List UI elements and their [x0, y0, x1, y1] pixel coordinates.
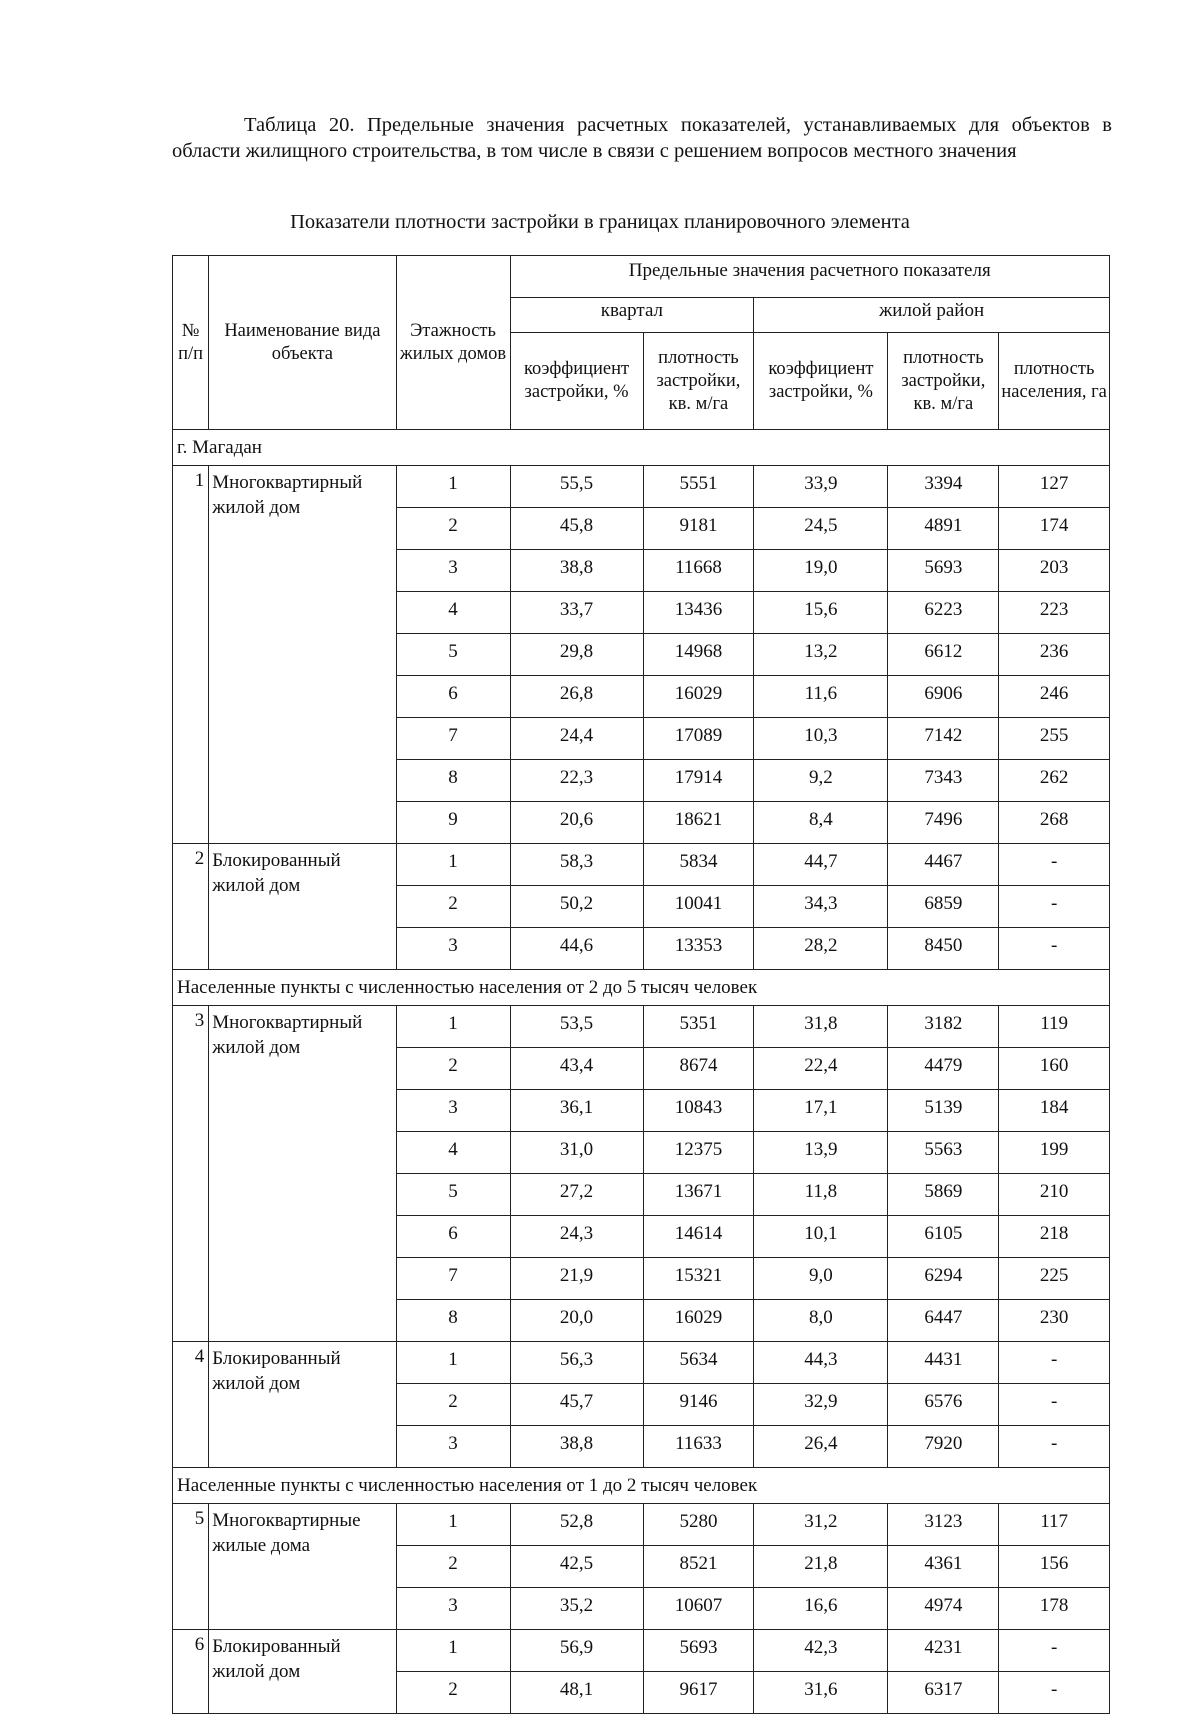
population-density-cell: 174 [999, 508, 1110, 550]
district-coef-cell: 31,2 [754, 1504, 888, 1546]
table-row [173, 1342, 1110, 1384]
population-density-cell: 210 [999, 1174, 1110, 1216]
district-coef-cell: 24,5 [754, 508, 888, 550]
population-density-cell: - [999, 844, 1110, 886]
floors-cell: 1 [396, 844, 510, 886]
block-coef-cell: 27,2 [510, 1174, 643, 1216]
population-density-cell: 160 [999, 1048, 1110, 1090]
block-coef-cell: 26,8 [510, 676, 643, 718]
density-table [172, 255, 1110, 1714]
block-coef-cell: 20,0 [510, 1300, 643, 1342]
object-name-line: Блокированный [212, 850, 341, 871]
header-district-coef: коэффициент застройки, % [754, 333, 888, 430]
floors-cell: 6 [396, 1216, 510, 1258]
block-density-cell: 8521 [643, 1546, 754, 1588]
district-density-cell: 6317 [888, 1672, 999, 1714]
section-row [173, 970, 1110, 1006]
district-coef-cell: 17,1 [754, 1090, 888, 1132]
block-coef-cell: 55,5 [510, 466, 643, 508]
header-floors: Этажность жилых домов [396, 256, 510, 430]
block-coef-cell: 36,1 [510, 1090, 643, 1132]
row-number: 4 [173, 1342, 209, 1468]
object-name-line: жилой дом [212, 1373, 301, 1394]
district-coef-cell: 15,6 [754, 592, 888, 634]
floors-cell: 1 [396, 1504, 510, 1546]
population-density-cell: - [999, 1426, 1110, 1468]
object-name-line: Блокированный [212, 1636, 341, 1657]
block-density-cell: 16029 [643, 1300, 754, 1342]
object-name [209, 844, 396, 970]
floors-cell: 5 [396, 634, 510, 676]
table-body [173, 430, 1110, 1714]
floors-cell: 2 [396, 1048, 510, 1090]
floors-cell: 5 [396, 1174, 510, 1216]
floors-cell: 7 [396, 1258, 510, 1300]
block-coef-cell: 38,8 [510, 1426, 643, 1468]
floors-cell: 6 [396, 676, 510, 718]
district-coef-cell: 19,0 [754, 550, 888, 592]
block-coef-cell: 43,4 [510, 1048, 643, 1090]
block-coef-cell: 56,3 [510, 1342, 643, 1384]
block-density-cell: 17089 [643, 718, 754, 760]
block-density-cell: 5693 [643, 1630, 754, 1672]
block-coef-cell: 44,6 [510, 928, 643, 970]
district-coef-cell: 31,8 [754, 1006, 888, 1048]
section-title: Населенные пункты с численностью населения от 1 до 2 тысяч человек [173, 1468, 1110, 1504]
block-coef-cell: 35,2 [510, 1588, 643, 1630]
district-coef-cell: 33,9 [754, 466, 888, 508]
block-coef-cell: 31,0 [510, 1132, 643, 1174]
district-density-cell: 6447 [888, 1300, 999, 1342]
block-density-cell: 11668 [643, 550, 754, 592]
population-density-cell: 178 [999, 1588, 1110, 1630]
district-density-cell: 8450 [888, 928, 999, 970]
header-limit-values: Предельные значения расчетного показателя [510, 256, 1110, 298]
floors-cell: 9 [396, 802, 510, 844]
district-density-cell: 7496 [888, 802, 999, 844]
floors-cell: 8 [396, 1300, 510, 1342]
district-density-cell: 4479 [888, 1048, 999, 1090]
district-coef-cell: 9,2 [754, 760, 888, 802]
table-row [173, 466, 1110, 508]
table-caption: Таблица 20. Предельные значения расчетных показателей, устанавливаемых для объектов в области жилищного строительства, в том числе в связи с решением вопросов местного значения [172, 114, 1112, 162]
floors-cell: 3 [396, 550, 510, 592]
district-coef-cell: 10,3 [754, 718, 888, 760]
row-number: 5 [173, 1504, 209, 1630]
section-title: Населенные пункты с численностью населения от 2 до 5 тысяч человек [173, 970, 1110, 1006]
floors-cell: 1 [396, 466, 510, 508]
district-density-cell: 4974 [888, 1588, 999, 1630]
population-density-cell: 223 [999, 592, 1110, 634]
district-density-cell: 6223 [888, 592, 999, 634]
district-density-cell: 7343 [888, 760, 999, 802]
block-coef-cell: 52,8 [510, 1504, 643, 1546]
population-density-cell: - [999, 928, 1110, 970]
population-density-cell: 199 [999, 1132, 1110, 1174]
district-density-cell: 6906 [888, 676, 999, 718]
object-name [209, 1630, 396, 1714]
block-coef-cell: 45,7 [510, 1384, 643, 1426]
block-coef-cell: 24,3 [510, 1216, 643, 1258]
population-density-cell: - [999, 1342, 1110, 1384]
object-name-line: жилые дома [212, 1535, 311, 1556]
block-coef-cell: 45,8 [510, 508, 643, 550]
district-coef-cell: 13,9 [754, 1132, 888, 1174]
floors-cell: 3 [396, 1588, 510, 1630]
section-title: г. Магадан [173, 430, 1110, 466]
object-name-line: Блокированный [212, 1348, 341, 1369]
district-density-cell: 6859 [888, 886, 999, 928]
population-density-cell: 119 [999, 1006, 1110, 1048]
floors-cell: 1 [396, 1630, 510, 1672]
district-coef-cell: 44,7 [754, 844, 888, 886]
district-density-cell: 6294 [888, 1258, 999, 1300]
district-density-cell: 4361 [888, 1546, 999, 1588]
population-density-cell: 203 [999, 550, 1110, 592]
section-row [173, 430, 1110, 466]
floors-cell: 8 [396, 760, 510, 802]
row-number: 6 [173, 1630, 209, 1714]
header-district-density: плотность застройки, кв. м/га [888, 333, 999, 430]
floors-cell: 2 [396, 1672, 510, 1714]
population-density-cell: 218 [999, 1216, 1110, 1258]
district-coef-cell: 34,3 [754, 886, 888, 928]
block-density-cell: 10041 [643, 886, 754, 928]
floors-cell: 1 [396, 1006, 510, 1048]
floors-cell: 3 [396, 928, 510, 970]
district-density-cell: 4467 [888, 844, 999, 886]
header-block: квартал [510, 298, 754, 333]
floors-cell: 3 [396, 1426, 510, 1468]
table-subtitle: Показатели плотности застройки в границах планировочного элемента [290, 211, 910, 233]
block-density-cell: 9181 [643, 508, 754, 550]
population-density-cell: 246 [999, 676, 1110, 718]
population-density-cell: - [999, 1384, 1110, 1426]
block-coef-cell: 22,3 [510, 760, 643, 802]
district-coef-cell: 21,8 [754, 1546, 888, 1588]
district-coef-cell: 28,2 [754, 928, 888, 970]
district-coef-cell: 31,6 [754, 1672, 888, 1714]
population-density-cell: 268 [999, 802, 1110, 844]
district-density-cell: 5563 [888, 1132, 999, 1174]
object-name [209, 1504, 396, 1630]
block-density-cell: 12375 [643, 1132, 754, 1174]
district-density-cell: 7142 [888, 718, 999, 760]
block-coef-cell: 38,8 [510, 550, 643, 592]
header-district-population: плотность населения, га [999, 333, 1110, 430]
object-name-line: Многоквартирный [212, 1012, 363, 1033]
district-coef-cell: 22,4 [754, 1048, 888, 1090]
block-coef-cell: 21,9 [510, 1258, 643, 1300]
district-coef-cell: 8,4 [754, 802, 888, 844]
object-name-line: жилой дом [212, 497, 301, 518]
block-coef-cell: 58,3 [510, 844, 643, 886]
floors-cell: 7 [396, 718, 510, 760]
floors-cell: 1 [396, 1342, 510, 1384]
header-district: жилой район [754, 298, 1110, 333]
block-density-cell: 10843 [643, 1090, 754, 1132]
block-coef-cell: 50,2 [510, 886, 643, 928]
block-density-cell: 5634 [643, 1342, 754, 1384]
district-coef-cell: 11,6 [754, 676, 888, 718]
row-number: 1 [173, 466, 209, 844]
floors-cell: 4 [396, 1132, 510, 1174]
block-density-cell: 10607 [643, 1588, 754, 1630]
block-coef-cell: 56,9 [510, 1630, 643, 1672]
object-name-line: жилой дом [212, 1037, 301, 1058]
row-number: 2 [173, 844, 209, 970]
district-density-cell: 4231 [888, 1630, 999, 1672]
floors-cell: 4 [396, 592, 510, 634]
row-number: 3 [173, 1006, 209, 1342]
district-coef-cell: 11,8 [754, 1174, 888, 1216]
object-name-line: Многоквартирный [212, 472, 363, 493]
district-coef-cell: 26,4 [754, 1426, 888, 1468]
object-name [209, 466, 396, 844]
block-density-cell: 5551 [643, 466, 754, 508]
block-density-cell: 14614 [643, 1216, 754, 1258]
block-density-cell: 18621 [643, 802, 754, 844]
floors-cell: 2 [396, 1384, 510, 1426]
floors-cell: 2 [396, 886, 510, 928]
object-name [209, 1006, 396, 1342]
population-density-cell: 156 [999, 1546, 1110, 1588]
table-row [173, 1504, 1110, 1546]
block-density-cell: 9617 [643, 1672, 754, 1714]
object-name-line: жилой дом [212, 1661, 301, 1682]
population-density-cell: 184 [999, 1090, 1110, 1132]
block-density-cell: 11633 [643, 1426, 754, 1468]
district-density-cell: 6576 [888, 1384, 999, 1426]
population-density-cell: 255 [999, 718, 1110, 760]
population-density-cell: 225 [999, 1258, 1110, 1300]
header-num: № п/п [173, 256, 209, 430]
population-density-cell: 236 [999, 634, 1110, 676]
district-coef-cell: 42,3 [754, 1630, 888, 1672]
block-density-cell: 8674 [643, 1048, 754, 1090]
district-density-cell: 4891 [888, 508, 999, 550]
floors-cell: 2 [396, 508, 510, 550]
table-row [173, 1006, 1110, 1048]
population-density-cell: 230 [999, 1300, 1110, 1342]
district-coef-cell: 13,2 [754, 634, 888, 676]
block-density-cell: 15321 [643, 1258, 754, 1300]
table-row [173, 1630, 1110, 1672]
district-density-cell: 5869 [888, 1174, 999, 1216]
header-block-coef: коэффициент застройки, % [510, 333, 643, 430]
block-density-cell: 5280 [643, 1504, 754, 1546]
district-density-cell: 3182 [888, 1006, 999, 1048]
object-name [209, 1342, 396, 1468]
header-block-density: плотность застройки, кв. м/га [643, 333, 754, 430]
block-coef-cell: 24,4 [510, 718, 643, 760]
district-coef-cell: 9,0 [754, 1258, 888, 1300]
block-coef-cell: 48,1 [510, 1672, 643, 1714]
district-density-cell: 6612 [888, 634, 999, 676]
population-density-cell: 127 [999, 466, 1110, 508]
table-row [173, 844, 1110, 886]
block-density-cell: 14968 [643, 634, 754, 676]
object-name-line: жилой дом [212, 875, 301, 896]
block-density-cell: 13436 [643, 592, 754, 634]
district-density-cell: 5139 [888, 1090, 999, 1132]
district-coef-cell: 44,3 [754, 1342, 888, 1384]
district-coef-cell: 32,9 [754, 1384, 888, 1426]
block-density-cell: 5351 [643, 1006, 754, 1048]
floors-cell: 2 [396, 1546, 510, 1588]
district-density-cell: 4431 [888, 1342, 999, 1384]
population-density-cell: - [999, 886, 1110, 928]
district-coef-cell: 8,0 [754, 1300, 888, 1342]
population-density-cell: 117 [999, 1504, 1110, 1546]
block-coef-cell: 29,8 [510, 634, 643, 676]
district-density-cell: 6105 [888, 1216, 999, 1258]
block-coef-cell: 20,6 [510, 802, 643, 844]
block-coef-cell: 42,5 [510, 1546, 643, 1588]
block-coef-cell: 53,5 [510, 1006, 643, 1048]
block-density-cell: 9146 [643, 1384, 754, 1426]
block-density-cell: 5834 [643, 844, 754, 886]
block-density-cell: 16029 [643, 676, 754, 718]
object-name-line: Многоквартирные [212, 1510, 361, 1531]
header-name: Наименование вида объекта [209, 256, 396, 430]
block-coef-cell: 33,7 [510, 592, 643, 634]
block-density-cell: 13671 [643, 1174, 754, 1216]
district-coef-cell: 16,6 [754, 1588, 888, 1630]
block-density-cell: 13353 [643, 928, 754, 970]
district-coef-cell: 10,1 [754, 1216, 888, 1258]
population-density-cell: - [999, 1630, 1110, 1672]
district-density-cell: 3123 [888, 1504, 999, 1546]
district-density-cell: 7920 [888, 1426, 999, 1468]
block-density-cell: 17914 [643, 760, 754, 802]
section-row [173, 1468, 1110, 1504]
district-density-cell: 3394 [888, 466, 999, 508]
population-density-cell: - [999, 1672, 1110, 1714]
population-density-cell: 262 [999, 760, 1110, 802]
district-density-cell: 5693 [888, 550, 999, 592]
floors-cell: 3 [396, 1090, 510, 1132]
